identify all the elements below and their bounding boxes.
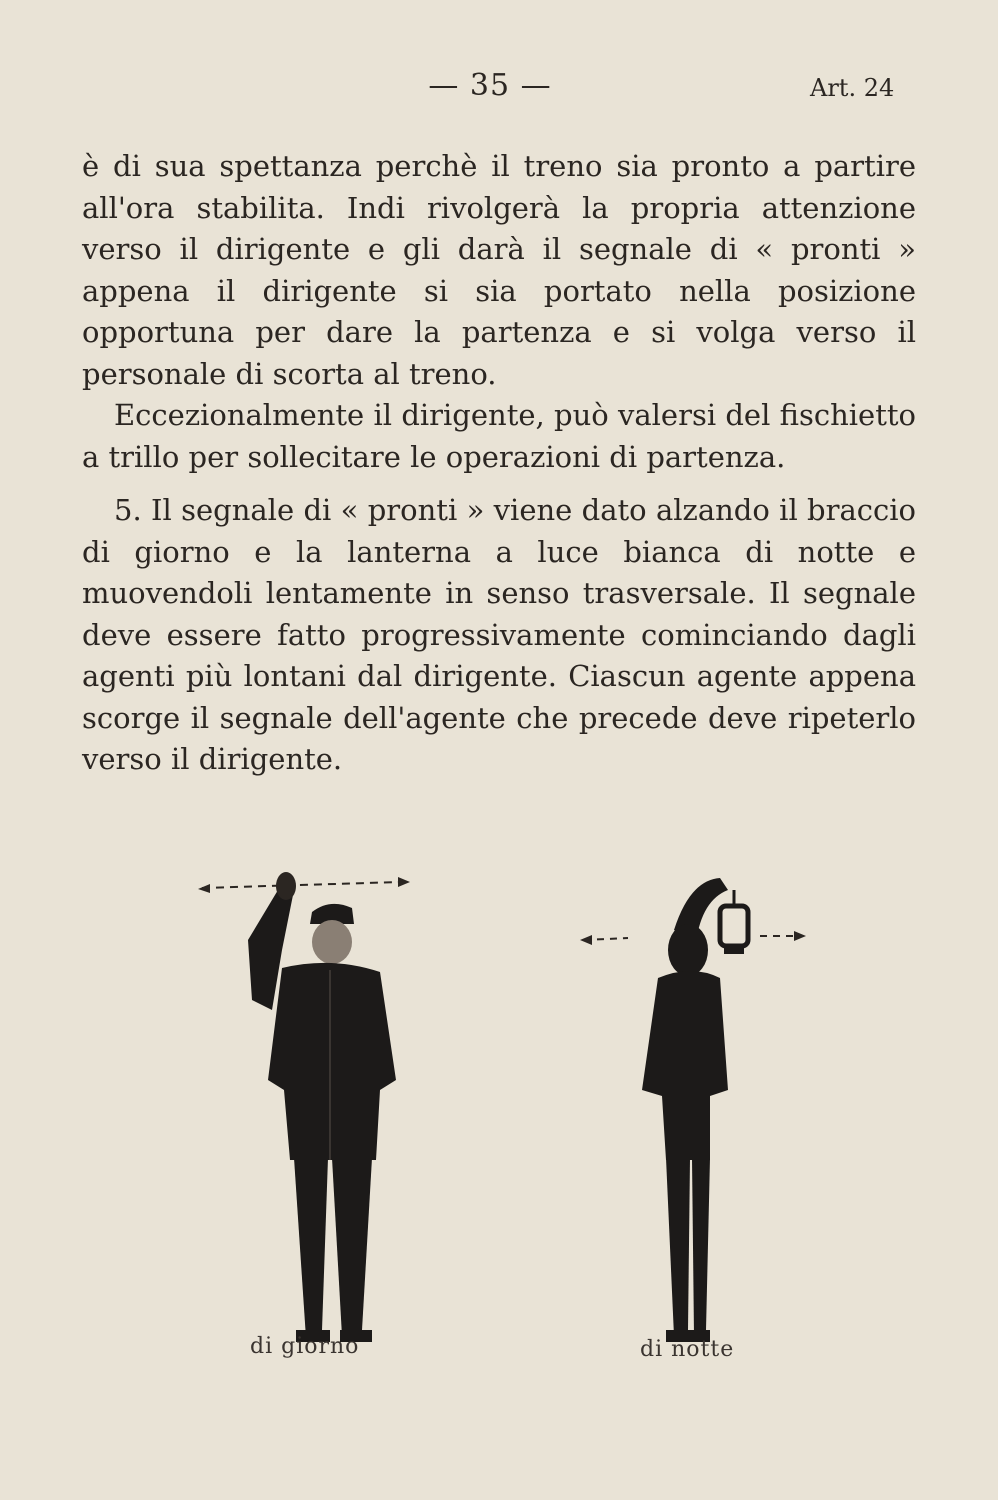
- body-text: [82, 146, 916, 781]
- paragraph-section-5: 5. Il segnale di « pronti » viene dato alzando il braccio di giorno e la lanterna a luce bianca di notte e muovendoli lentamente in senso trasversale. Il segnale deve essere fatto progressivamente cominciando dagli agenti più lontani dal dirigente. Ciascun agente appena scorge il segnale dell'agente che precede deve ripeterlo verso il dirigente.: [82, 493, 916, 776]
- paragraph-exception: Eccezionalmente il dirigente, può valersi del fischietto a trillo per sollecitare le operazioni di partenza.: [82, 398, 916, 474]
- railway-agent-raised-lantern-icon: [570, 860, 810, 1360]
- caption-night: di notte: [640, 1337, 735, 1362]
- paragraph-continued: è di sua spettanza perchè il treno sia pronto a partire all'ora stabilita. Indi rivolgerà la propria attenzione verso il dirigente e gli darà il segnale di « pronti » appena il dirigente si sia portato nella posizione opportuna per dare la partenza e si volga verso il personale di scorta al treno.: [82, 149, 916, 391]
- caption-day: di giorno: [250, 1334, 360, 1359]
- page-header: [0, 68, 998, 108]
- page-number: — 35 —: [428, 68, 552, 103]
- illustrations: [0, 860, 998, 1380]
- railway-agent-raised-arm-icon: [190, 860, 430, 1360]
- article-reference: Art. 24: [810, 74, 895, 102]
